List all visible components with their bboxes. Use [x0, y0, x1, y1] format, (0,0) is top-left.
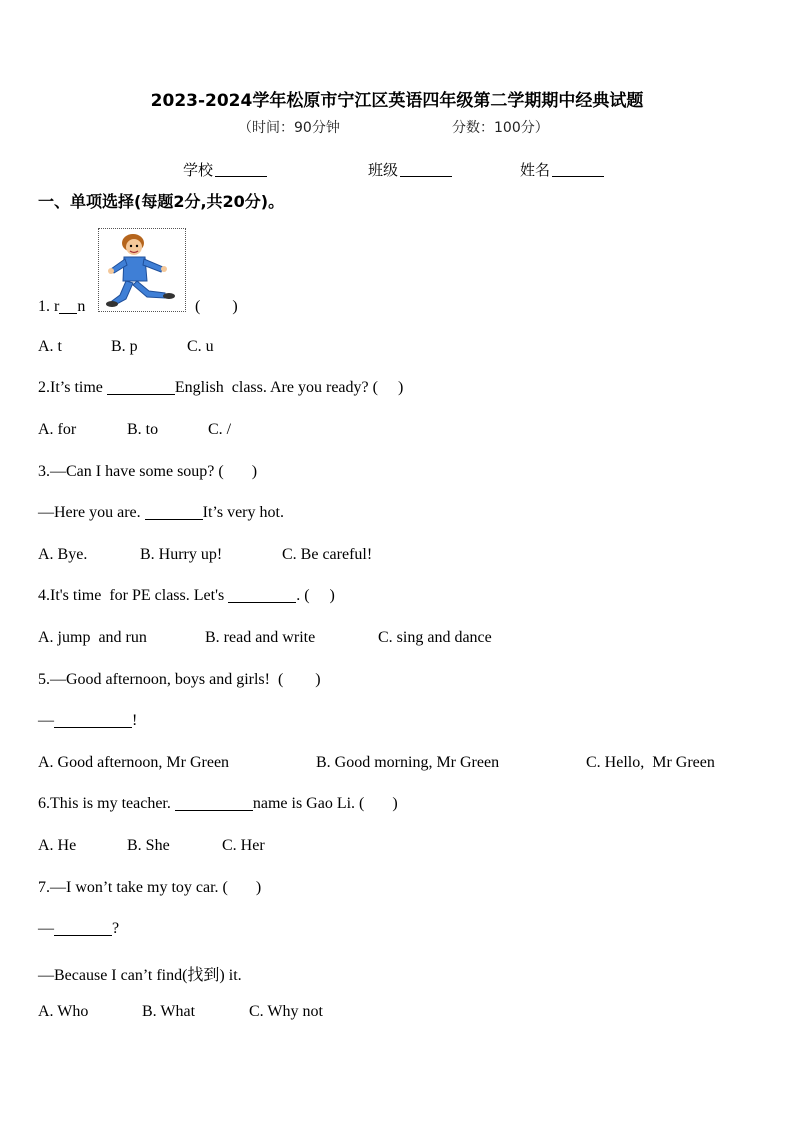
- q4-blank[interactable]: [228, 587, 296, 603]
- question-6: [38, 795, 398, 813]
- q2-option-a[interactable]: A. for: [38, 421, 77, 438]
- q3-line2-a: —Here you are.: [38, 504, 145, 521]
- q5-line2-b: !: [132, 712, 138, 729]
- q7-option-c[interactable]: C. Why not: [249, 1003, 323, 1020]
- q6-option-c[interactable]: C. Her: [222, 837, 265, 854]
- q3-option-a[interactable]: A. Bye.: [38, 546, 88, 563]
- q3-option-b[interactable]: B. Hurry up!: [140, 546, 223, 563]
- exam-score: 分数：100分）: [452, 120, 549, 136]
- q6-stem-a: 6.This is my teacher.: [38, 795, 175, 812]
- q7-option-b[interactable]: B. What: [142, 1003, 196, 1020]
- name-label: 姓名: [520, 161, 551, 179]
- q6-option-a[interactable]: A. He: [38, 837, 77, 854]
- q5-option-a[interactable]: A. Good afternoon, Mr Green: [38, 754, 230, 771]
- q4-stem-b: . ( ): [296, 587, 335, 604]
- q2-option-c[interactable]: C. /: [208, 421, 232, 438]
- q5-option-b[interactable]: B. Good morning, Mr Green: [316, 754, 500, 771]
- q4-option-a[interactable]: A. jump and run: [38, 629, 147, 646]
- q3-option-c[interactable]: C. Be careful!: [282, 546, 373, 563]
- school-field: [183, 159, 267, 180]
- q2-option-b[interactable]: B. to: [127, 421, 159, 438]
- q3-blank[interactable]: [145, 504, 203, 520]
- question-3: 3.—Can I have some soup? ( ): [38, 463, 258, 480]
- question-5-response: [38, 712, 137, 730]
- question-3-response: [38, 504, 284, 522]
- q5-line2-a: —: [38, 712, 54, 729]
- q1-option-c[interactable]: C. u: [187, 338, 214, 355]
- q2-stem-b: English class. Are you ready? ( ): [174, 379, 404, 396]
- q1-blank[interactable]: [59, 298, 77, 314]
- question-1: [38, 298, 85, 316]
- name-field: [520, 159, 604, 180]
- q6-stem-b: name is Gao Li. ( ): [252, 795, 398, 812]
- question-7-response: [38, 920, 119, 938]
- q2-blank[interactable]: [107, 379, 175, 395]
- question-7-reply: —Because I can’t find(找到) it.: [38, 967, 242, 984]
- q1-option-a[interactable]: A. t: [38, 338, 62, 355]
- q5-option-c[interactable]: C. Hello, Mr Green: [586, 754, 715, 771]
- q3-line2-b: It’s very hot.: [202, 504, 284, 521]
- running-boy-icon: [99, 229, 185, 311]
- class-blank[interactable]: [400, 162, 452, 177]
- exam-title: 2023-2024学年松原市宁江区英语四年级第二学期期中经典试题: [150, 91, 644, 111]
- section-heading: 一、单项选择(每题2分,共20分)。: [38, 192, 285, 211]
- q4-option-c[interactable]: C. sing and dance: [378, 629, 492, 646]
- q7-line2-a: —: [38, 920, 54, 937]
- q1-paren[interactable]: ( ): [195, 298, 238, 315]
- q1-option-b[interactable]: B. p: [111, 338, 138, 355]
- question-2: [38, 379, 403, 397]
- q1-stem-prefix: 1. r: [38, 298, 60, 315]
- school-label: 学校: [183, 161, 214, 179]
- school-blank[interactable]: [215, 162, 267, 177]
- q2-stem-a: 2.It’s time: [38, 379, 107, 396]
- question-7: 7.—I won’t take my toy car. ( ): [38, 879, 262, 896]
- question-5: 5.—Good afternoon, boys and girls! ( ): [38, 671, 321, 688]
- class-label: 班级: [368, 161, 399, 179]
- name-blank[interactable]: [552, 162, 604, 177]
- q7-option-a[interactable]: A. Who: [38, 1003, 89, 1020]
- running-boy-picture: [98, 228, 186, 312]
- q7-blank[interactable]: [54, 920, 112, 936]
- q5-blank[interactable]: [54, 712, 132, 728]
- q4-stem-a: 4.It's time for PE class. Let's: [38, 587, 229, 604]
- q6-blank[interactable]: [175, 795, 253, 811]
- exam-time: （时间：90分钟: [238, 120, 340, 136]
- q4-option-b[interactable]: B. read and write: [205, 629, 316, 646]
- question-4: [38, 587, 335, 605]
- q6-option-b[interactable]: B. She: [127, 837, 170, 854]
- class-field: [368, 159, 452, 180]
- q7-line2-b: ?: [112, 920, 120, 937]
- q1-stem-suffix: n: [77, 298, 86, 315]
